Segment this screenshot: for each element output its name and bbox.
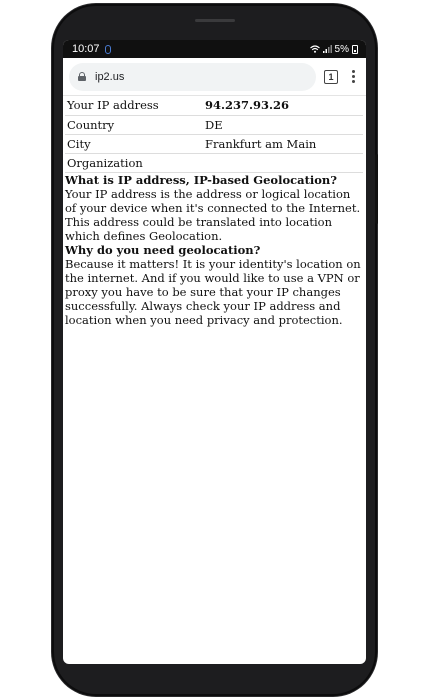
phone-side-button	[375, 154, 378, 224]
signal-icon	[323, 45, 332, 53]
menu-icon[interactable]	[346, 69, 360, 85]
url-text[interactable]: ip2.us	[95, 70, 125, 83]
url-bar[interactable]	[69, 63, 316, 91]
table-row	[65, 96, 363, 115]
organization-value	[203, 153, 363, 172]
ip-address-value: 94.237.93.26	[203, 96, 363, 115]
battery-percent: 5%	[334, 43, 349, 55]
tab-switcher-button[interactable]: 1	[324, 70, 338, 84]
browser-toolbar	[63, 58, 366, 96]
phone-screen	[63, 40, 366, 664]
ip-info-table	[65, 96, 363, 173]
wifi-icon	[310, 45, 320, 53]
status-bar	[63, 40, 366, 58]
row-label: Country	[65, 115, 203, 134]
row-label: City	[65, 134, 203, 153]
section-title: Why do you need geolocation?	[65, 242, 261, 257]
lock-icon[interactable]	[78, 72, 86, 81]
status-left	[72, 43, 111, 55]
country-value: DE	[203, 115, 363, 134]
section-text: Your IP address is the address or logical location of your device when it's connected to the Internet. This address could be translated into location which defines Geolocation.	[65, 186, 361, 243]
section-title: What is IP address, IP-based Geolocation?	[65, 172, 338, 187]
battery-icon	[352, 45, 358, 54]
table-row	[65, 134, 363, 153]
phone-earpiece	[195, 19, 235, 22]
row-label: Organization	[65, 153, 203, 172]
section-text: Because it matters! It is your identity's location on the internet. And if you would like to use a VPN or proxy you have to be sure that your IP changes successfully. Always check your IP address and location when you need privacy and protection.	[65, 256, 361, 327]
notification-icon	[105, 45, 111, 54]
status-time: 10:07	[72, 43, 100, 55]
city-value: Frankfurt am Main	[203, 134, 363, 153]
status-right	[310, 44, 358, 55]
phone-frame	[52, 4, 377, 696]
page-content	[63, 96, 366, 327]
table-row	[65, 153, 363, 172]
row-label: Your IP address	[65, 96, 203, 115]
table-row	[65, 115, 363, 134]
